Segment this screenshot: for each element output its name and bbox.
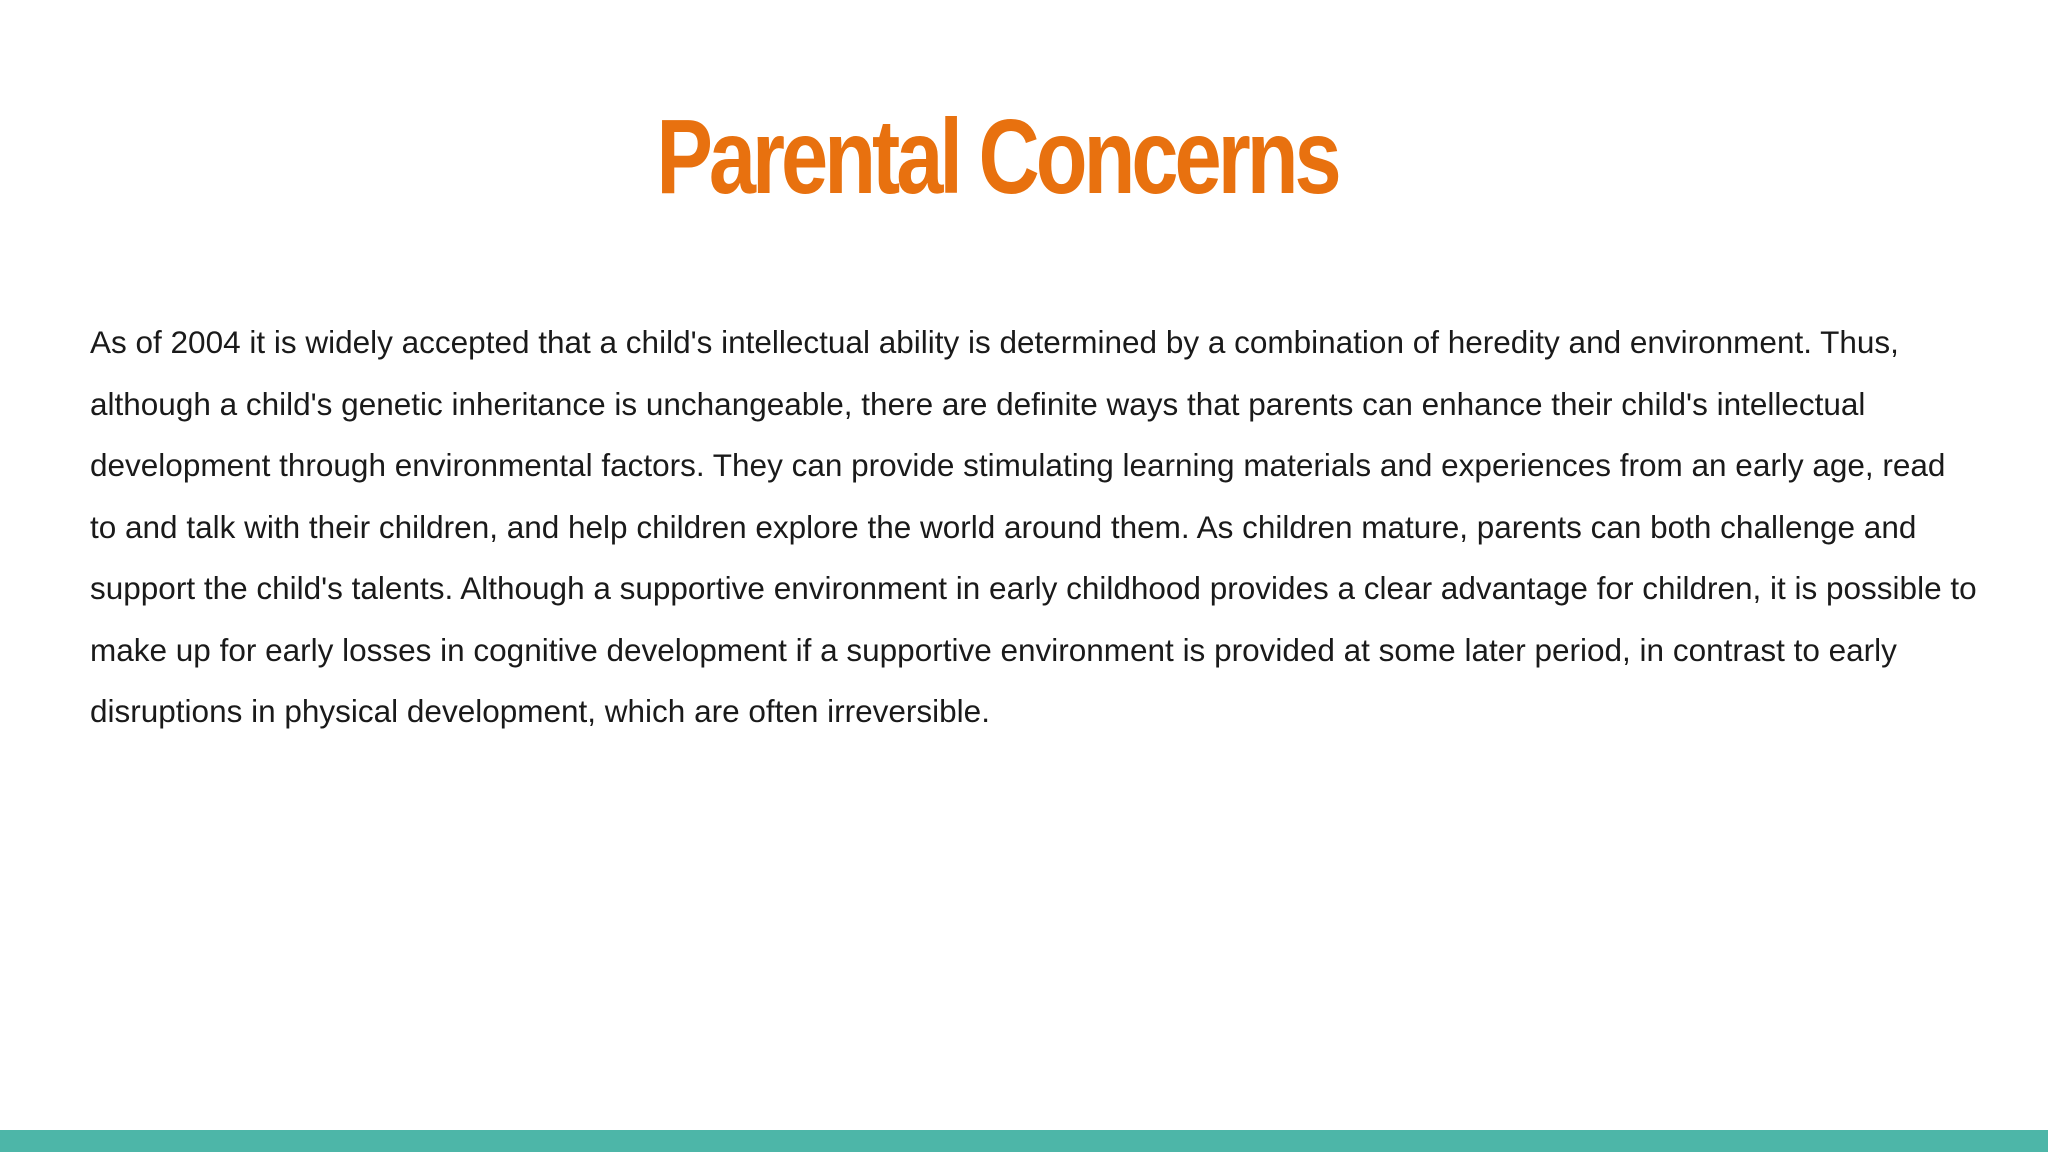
slide-title: Parental Concerns [656,98,1338,216]
bottom-accent-bar [0,1130,2048,1152]
slide-body-text: As of 2004 it is widely accepted that a child's intellectual ability is determined by a combination of heredity and environment. Thus, although a child's genetic inheritance is unchangeable, there are definite ways that parents can enhance their child's intellectual development through environmental factors. They can provide stimulating learning materials and experiences from an early age, read to and talk with their children, and help children explore the world around them. As children mature, parents can both challenge and support the child's talents. Although a supportive environment in early childhood provides a clear advantage for children, it is possible to make up for early losses in cognitive development if a supportive environment is provided at some later period, in contrast to early disruptions in physical development, which are often irreversible. [90,324,1977,729]
